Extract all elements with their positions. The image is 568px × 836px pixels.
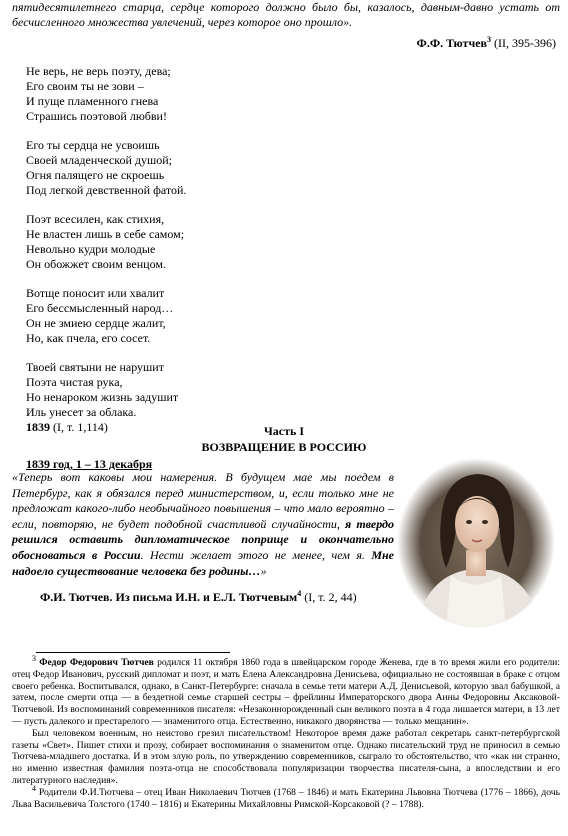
letter-attribution-ref: (I, т. 2, 44) [301, 590, 357, 604]
poem-citation-ref: (I, т. 1,114) [50, 420, 108, 434]
poem-line: Не властен лишь в себе самом; [26, 227, 185, 241]
footnote-3-name: Федор Федорович Тютчев [39, 657, 154, 668]
letter-quote [12, 470, 394, 579]
poem-line: Иль унесет за облака. [26, 405, 137, 419]
footnote-4-text: Родители Ф.И.Тютчева – отец Иван Николаевич Тютчев (1768 – 1846) и мать Екатерина Львовна Тютчева (1776 – 1866), дочь Льва Васильевича Толстого (1740 – 1816) и Екатерины Михайловны Римской-Корсаковой (? – 1788). [12, 786, 560, 810]
footnote-ref-3[interactable]: 3 [487, 35, 492, 44]
poem-line: Своей младенческой душой; [26, 153, 172, 167]
footnote-divider [36, 652, 230, 653]
poem-line: Но, как пчела, его сосет. [26, 331, 151, 345]
footnote-3-continued: Был человеком военным, но неистово грезил писательством! Некоторое время даже работал секретарь санкт-петербургской газеты «Свет». Пишет стихи и прозу, собирает воспоминания о знаменитом отце. Однако писательский труд не приносил в семью Тютчева-младшего достатка. И в этом злую роль, по утверждению современников, сыграло то обстоятельство, что «как ни странно, но именно известная фамилия поэта-отца не способствовала популяризации творчества писателя-сына, а впоследствии и его литературного наследия». [12, 727, 560, 786]
poem-line: Страшись поэтовой любви! [26, 109, 167, 123]
part-title: ВОЗВРАЩЕНИЕ В РОССИЮ [201, 440, 367, 454]
part-number: Часть I [263, 424, 305, 438]
footnote-3 [12, 653, 560, 728]
poem-line: Огня палящего не скроешь [26, 168, 165, 182]
poem-stanza-4 [26, 286, 186, 346]
letter-text-2: . Нести желает этого не менее, чем я. [140, 547, 372, 562]
attribution-ref: (II, 395-396) [491, 36, 556, 50]
footnote-3-marker: 3 [32, 653, 36, 663]
poem-citation-year: 1839 [26, 420, 50, 434]
footnote-3-text: родился 11 октября 1860 года в швейцарском городе Женева, где в то время жили его родители: отец Федор Иванович, русский дипломат и поэт, и мать Елена Александровна Денисьева, официально не состоявшая в браке с отцом своего ребенка. Воспитывался, однако, в Санкт-Петербурге: сначала в семье тети матери А.Д. Денисьевой, которую звал бабушкой, а затем, после смерти отца — в бездетной семье старшей сестры – фрейлины Императорского двора Анны Федоровны Аксаковой-Тютчевой. Из воспоминаний современников писателя: «Незаконнорожденный сын великого поэта в 4 года лишается матери, в 13 лет — пусть далекого и престарелого — знаменитого отца. Естественно, никакого дворянства — только мещанин». [12, 657, 560, 727]
poem-line: Твоей святыни не нарушит [26, 360, 164, 374]
letter-attribution-text: Ф.И. Тютчев. Из письма И.Н. и Е.Л. Тютчевым [40, 590, 298, 604]
poem-stanza-2 [26, 138, 186, 198]
letter-attribution [40, 590, 357, 605]
poem-stanza-5 [26, 360, 186, 420]
poem-line: Не верь, не верь поэту, дева; [26, 64, 171, 78]
section-date: 1839 год, 1 – 13 декабря [26, 457, 153, 471]
intro-quote: пятидесятилетнего старца, сердце которого должно было бы, казалось, давным-давно устать от бесчисленного множества увлечений, через которое оно прошло». [12, 0, 560, 29]
poem-line: Его своим ты не зови – [26, 79, 144, 93]
poem-stanza-3 [26, 212, 186, 272]
footnote-ref-4[interactable]: 4 [297, 589, 302, 598]
footnotes [12, 653, 560, 810]
poem-line: Его ты сердца не усвоишь [26, 138, 160, 152]
portrait-image [396, 458, 556, 628]
letter-text-1: «Теперь вот каковы мои намерения. В будущем мае мы поедем в Петербург, как я обязался перед министерством, и, если только мне не предложат какого-либо необычайного повышения – что мало вероятно – если, повторяю, не будет подобной счастливой случайности, [12, 470, 394, 531]
poem-line: Но ненароком жизнь задушит [26, 390, 179, 404]
poem-line: Поэта чистая рука, [26, 375, 123, 389]
intro-attribution [417, 36, 556, 51]
poem-line: Его бессмысленный народ… [26, 301, 174, 315]
poem-line: И пуще пламенного гнева [26, 94, 159, 108]
poem-line: Поэт всесилен, как стихия, [26, 212, 165, 226]
poem-line: Он обожжет своим венцом. [26, 257, 166, 271]
letter-bold-1: я твердо решился оставить дипломатическое поприще и окончательно обосноваться в России [12, 516, 394, 562]
poem-line: Он не змиею сердце жалит, [26, 316, 166, 330]
footnote-4-marker: 4 [32, 783, 36, 793]
letter-text-3: » [260, 563, 267, 578]
poem-line: Вотще поносит или хвалит [26, 286, 165, 300]
letter-bold-2: Мне надоело существование человека без родины… [12, 547, 394, 578]
poem [26, 64, 186, 435]
footnote-4 [12, 783, 560, 811]
poem-stanza-1 [26, 64, 186, 124]
poem-line: Под легкой девственной фатой. [26, 183, 187, 197]
attribution-name: Ф.Ф. Тютчев [416, 36, 488, 50]
poem-line: Невольно кудри молодые [26, 242, 156, 256]
